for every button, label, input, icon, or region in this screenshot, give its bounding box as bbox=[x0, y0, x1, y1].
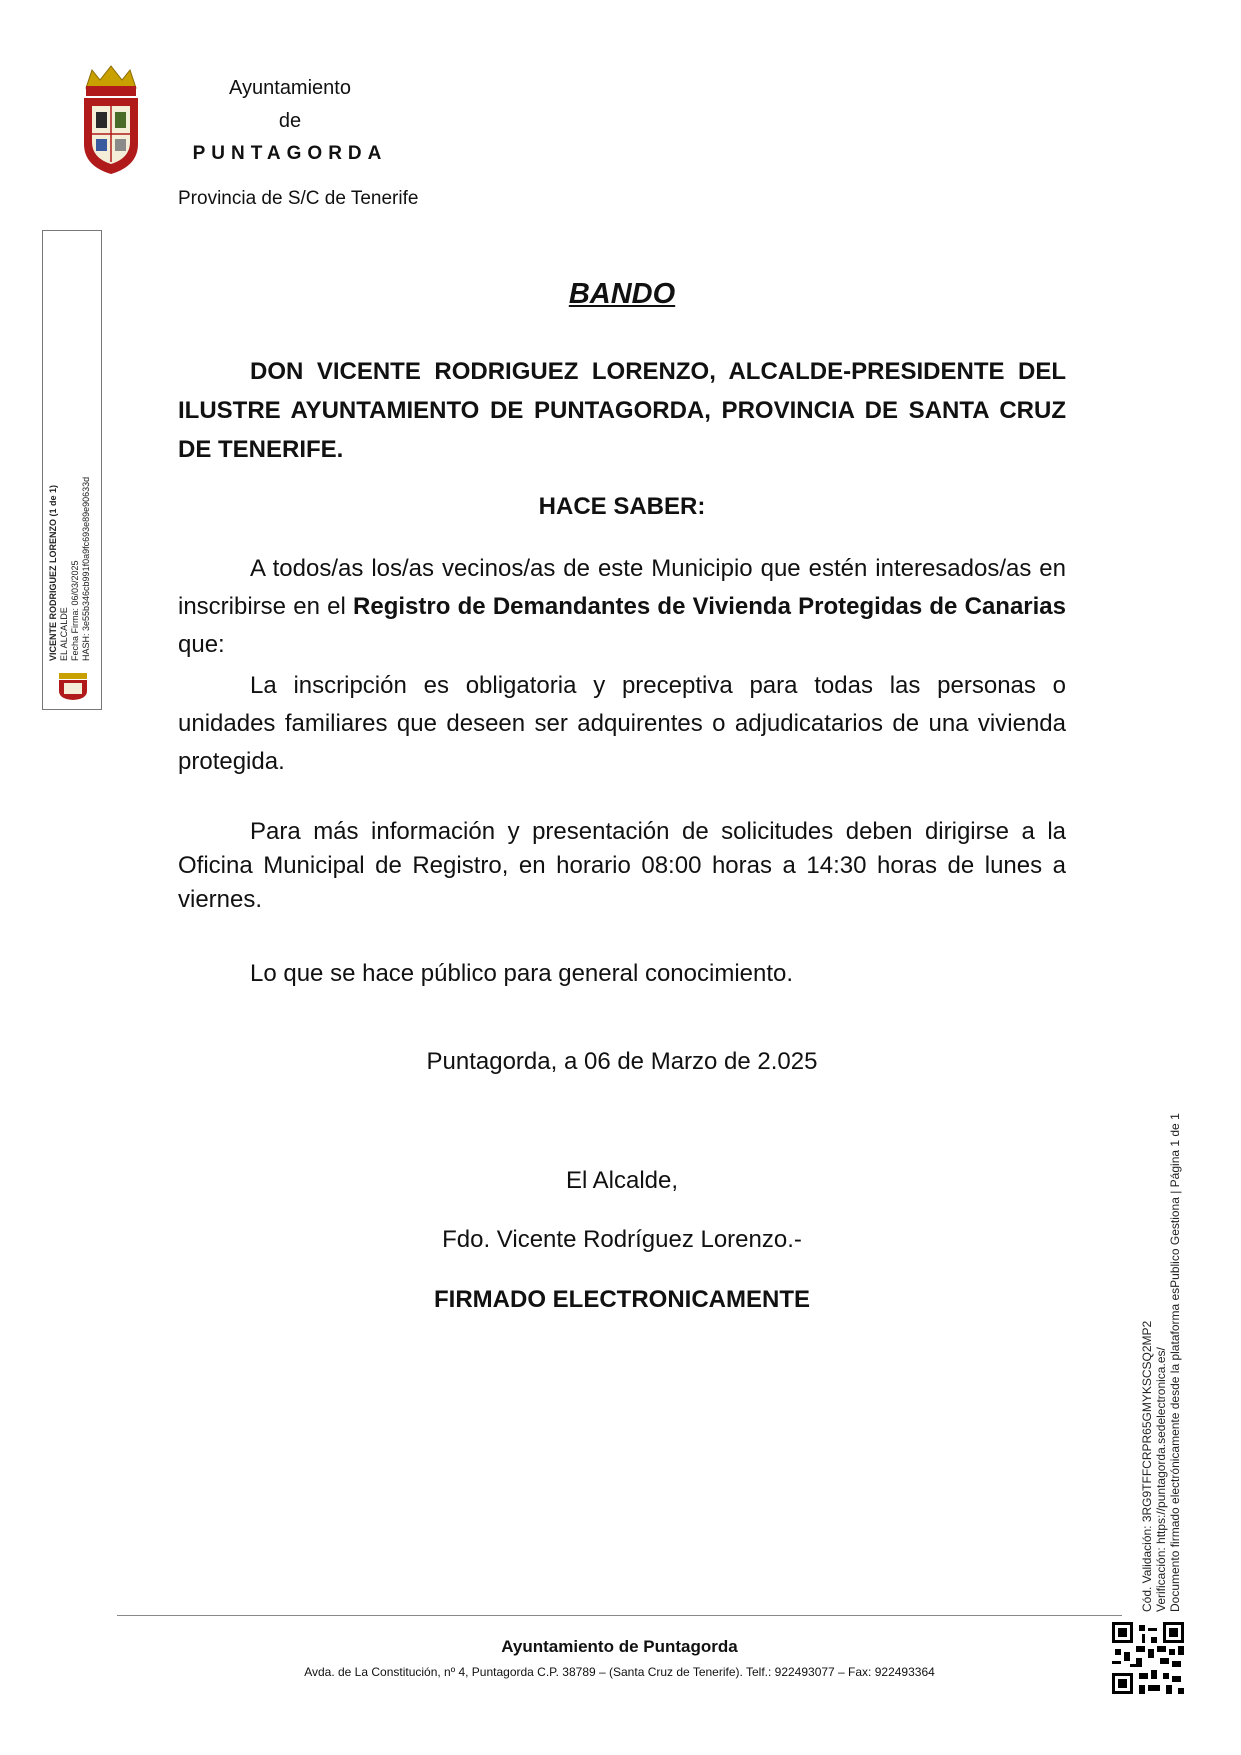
stamp-role: EL ALCALDE bbox=[59, 607, 69, 661]
coat-of-arms-icon bbox=[78, 62, 144, 176]
verification-platform: Documento firmado electrónicamente desde la plataforma esPublico Gestiona | Página 1 de 1 bbox=[1168, 1113, 1182, 1612]
qr-code-icon[interactable] bbox=[1112, 1622, 1184, 1694]
stamp-crest-icon bbox=[55, 671, 91, 701]
stamp-date: Fecha Firma: 06/03/2025 bbox=[70, 560, 80, 661]
stamp-hash: HASH: 3e55b346cb991f0a9fc693e89e90633d bbox=[81, 476, 91, 661]
verification-text bbox=[1140, 1092, 1182, 1612]
footer-divider bbox=[117, 1615, 1122, 1616]
header-municipality: PUNTAGORDA bbox=[192, 143, 388, 164]
header-ayuntamiento: Ayuntamiento bbox=[229, 77, 351, 99]
footer-address: Avda. de La Constitución, nº 4, Puntagorda C.P. 38789 – (Santa Cruz de Tenerife). Telf.: 922493077 – Fax: 922493364 bbox=[304, 1665, 935, 1679]
paragraph-registro-post: que: bbox=[178, 631, 225, 658]
signature-stamp-text bbox=[48, 241, 92, 661]
header-de: de bbox=[278, 110, 302, 132]
paragraph-registro-pre: A todos/as los/as vecinos/as de este Municipio que estén interesados/as en inscribirse en el bbox=[178, 555, 1066, 620]
footer-organization: Ayuntamiento de Puntagorda bbox=[501, 1637, 738, 1656]
stamp-signer: VICENTE RODRIGUEZ LORENZO (1 de 1) bbox=[48, 484, 58, 661]
signer-title: El Alcalde, bbox=[565, 1167, 679, 1194]
paragraph-registro bbox=[178, 550, 1066, 664]
verification-code: Cód. Validación: 3RG9TFFCRPR65GMYKSCSQ2MP2 bbox=[1140, 1320, 1154, 1612]
paragraph-publico: Lo que se hace público para general conocimiento. bbox=[250, 960, 794, 987]
place-date: Puntagorda, a 06 de Marzo de 2.025 bbox=[426, 1048, 818, 1075]
document-title: BANDO bbox=[568, 278, 676, 310]
verification-url[interactable]: Verificación: https://puntagorda.sedelectronica.es/ bbox=[1154, 1347, 1168, 1612]
paragraph-inscripcion: La inscripción es obligatoria y preceptiva para todas las personas o unidades familiares que deseen ser adquirentes o adjudicatarios de una vivienda protegida. bbox=[178, 672, 1066, 775]
verification-block bbox=[1140, 1092, 1206, 1612]
paragraph-informacion: Para más información y presentación de solicitudes deben dirigirse a la Oficina Municipal de Registro, en horario 08:00 horas a 14:30 horas de lunes a viernes. bbox=[178, 818, 1066, 913]
paragraph-registro-bold: Registro de Demandantes de Vivienda Protegidas de Canarias bbox=[353, 593, 1066, 620]
electronic-signature-note: FIRMADO ELECTRONICAMENTE bbox=[434, 1286, 810, 1313]
hace-saber-heading: HACE SABER: bbox=[538, 493, 706, 520]
signer-name: Fdo. Vicente Rodríguez Lorenzo.- bbox=[442, 1226, 802, 1253]
signature-stamp bbox=[42, 230, 102, 710]
intro-paragraph: DON VICENTE RODRIGUEZ LORENZO, ALCALDE-PRESIDENTE DEL ILUSTRE AYUNTAMIENTO DE PUNTAGORDA, PROVINCIA DE SANTA CRUZ DE TENERIFE. bbox=[178, 358, 1066, 463]
header-province: Provincia de S/C de Tenerife bbox=[178, 188, 419, 209]
